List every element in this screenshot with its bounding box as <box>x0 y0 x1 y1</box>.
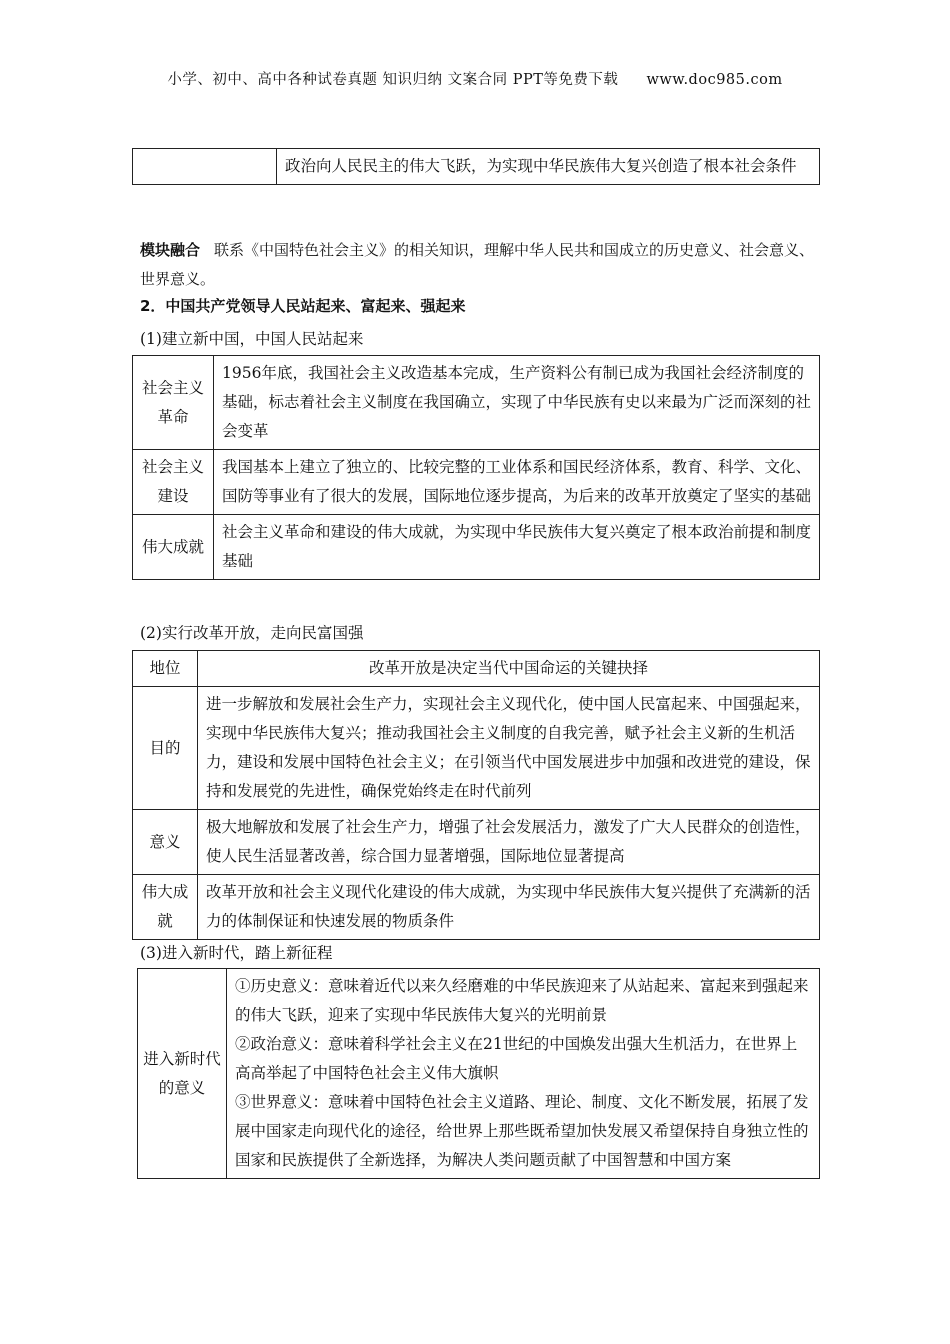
list-item: ①历史意义：意味着近代以来久经磨难的中华民族迎来了从站起来、富起来到强起来的伟大飞跃，迎来了实现中华民族伟大复兴的光明前景 <box>235 977 809 1024</box>
header-site: www.doc985.com <box>646 72 783 88</box>
table-row <box>133 450 820 515</box>
module-fusion-text: 联系《中国特色社会主义》的相关知识，理解中华人民共和国成立的历史意义、社会意义、世界意义。 <box>140 241 815 288</box>
table-cell-text: 政治向人民民主的伟大飞跃，为实现中华民族伟大复兴创造了根本社会条件 <box>277 149 820 185</box>
page-header <box>0 68 950 89</box>
row-label: 社会主义建设 <box>133 450 214 515</box>
row-text <box>227 969 820 1179</box>
row-label: 社会主义革命 <box>133 356 214 450</box>
table-row <box>138 969 820 1179</box>
row-label: 意义 <box>133 810 198 875</box>
row-text: 改革开放是决定当代中国命运的关键抉择 <box>198 651 820 687</box>
subsection-3-title: (3)进入新时代，踏上新征程 <box>140 944 333 962</box>
row-text: 改革开放和社会主义现代化建设的伟大成就，为实现中华民族伟大复兴提供了充满新的活力的体制保证和快速发展的物质条件 <box>198 875 820 940</box>
table-row <box>133 356 820 450</box>
row-label: 地位 <box>133 651 198 687</box>
row-label: 伟大成就 <box>133 875 198 940</box>
list-item: ②政治意义：意味着科学社会主义在21世纪的中国焕发出强大生机活力，在世界上高高举起了中国特色社会主义伟大旗帜 <box>235 1035 798 1082</box>
table-row <box>133 651 820 687</box>
row-label: 进入新时代的意义 <box>138 969 227 1179</box>
table-row <box>133 875 820 940</box>
row-label: 目的 <box>133 687 198 810</box>
row-text: 1956年底，我国社会主义改造基本完成，生产资料公有制已成为我国社会经济制度的基础，标志着社会主义制度在我国确立，实现了中华民族有史以来最为广泛而深刻的社会变革 <box>214 356 820 450</box>
subsection-2-title: (2)实行改革开放，走向民富国强 <box>140 624 364 642</box>
row-text: 社会主义革命和建设的伟大成就，为实现中华民族伟大复兴奠定了根本政治前提和制度基础 <box>214 515 820 580</box>
continued-table <box>132 148 820 185</box>
table-reform <box>132 650 820 940</box>
subsection-1-title: (1)建立新中国，中国人民站起来 <box>140 330 364 348</box>
list-item: ③世界意义：意味着中国特色社会主义道路、理论、制度、文化不断发展，拓展了发展中国家走向现代化的途径，给世界上那些既希望加快发展又希望保持自身独立性的国家和民族提供了全新选择，为解决人类问题贡献了中国智慧和中国方案 <box>235 1093 809 1169</box>
table-row <box>133 687 820 810</box>
row-label: 伟大成就 <box>133 515 214 580</box>
table-cell-empty <box>133 149 277 185</box>
header-text: 小学、初中、高中各种试卷真题 知识归纳 文案合同 PPT等免费下载 <box>167 72 619 88</box>
row-text: 我国基本上建立了独立的、比较完整的工业体系和国民经济体系，教育、科学、文化、国防等事业有了很大的发展，国际地位逐步提高，为后来的改革开放奠定了坚实的基础 <box>214 450 820 515</box>
module-fusion-tag: 模块融合 <box>140 241 201 259</box>
table-new-era <box>137 968 820 1179</box>
row-text: 进一步解放和发展社会生产力，实现社会主义现代化，使中国人民富起来、中国强起来，实现中华民族伟大复兴；推动我国社会主义制度的自我完善，赋予社会主义新的生机活力，建设和发展中国特色社会主义；在引领当代中国发展进步中加强和改进党的建设，保持和发展党的先进性，确保党始终走在时代前列 <box>198 687 820 810</box>
module-fusion <box>140 236 820 294</box>
row-text: 极大地解放和发展了社会生产力，增强了社会发展活力，激发了广大人民群众的创造性，使人民生活显著改善，综合国力显著增强，国际地位显著提高 <box>198 810 820 875</box>
section-2-title: 2．中国共产党领导人民站起来、富起来、强起来 <box>140 297 466 315</box>
table-row <box>133 810 820 875</box>
table-stand-up <box>132 355 820 580</box>
table-row <box>133 515 820 580</box>
